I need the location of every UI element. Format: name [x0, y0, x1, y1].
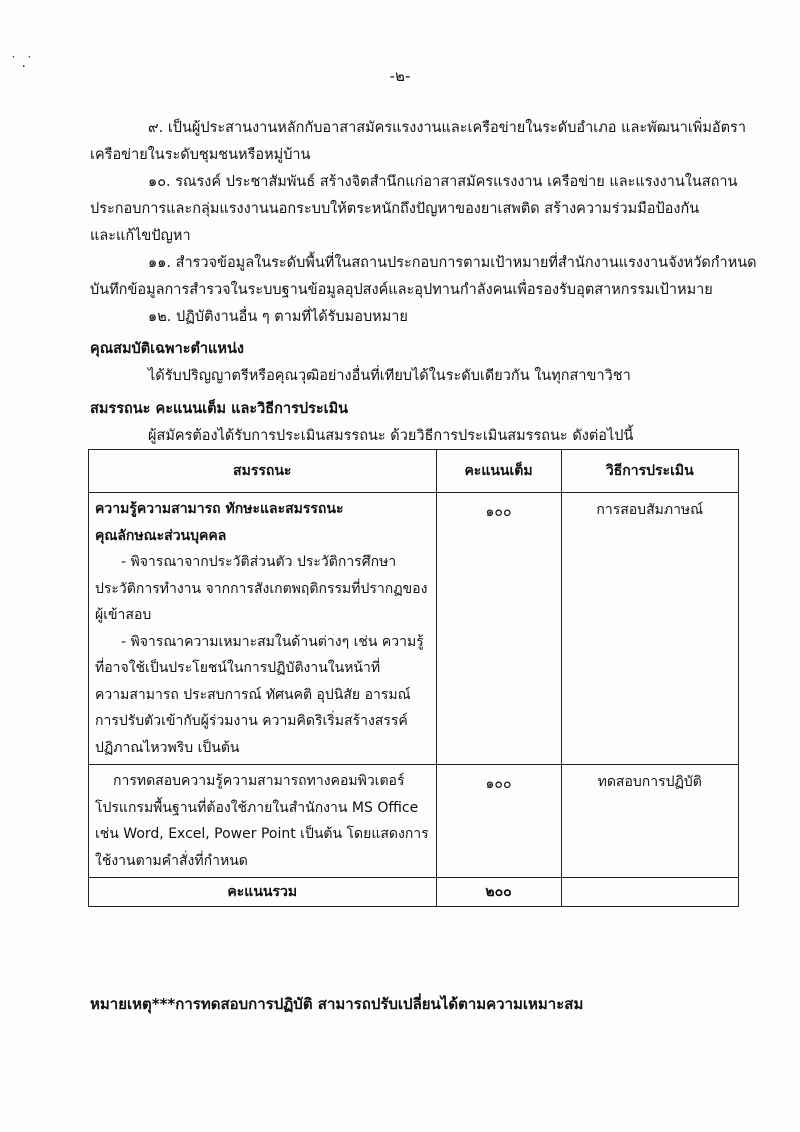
- scan-specks: ˙ .˙: [10, 55, 33, 71]
- row2-description: [89, 765, 437, 878]
- row2-score: ๑๐๐: [436, 765, 561, 878]
- duty-11-line2: บันทึกข้อมูลการสำรวจในระบบฐานข้อมูลอุปสงค์และอุปทานกำลังคนเพื่อรองรับอุตสาหกรรมเป้าหมาย: [90, 282, 713, 298]
- row1-bullet2-line5: ปฏิภาณไหวพริบ เป็นต้น: [95, 739, 240, 756]
- duty-9-line2: เครือข่ายในระดับชุมชนหรือหมู่บ้าน: [90, 147, 311, 163]
- duty-10-line1: ๑๐. รณรงค์ ประชาสัมพันธ์ สร้างจิตสำนึกแก่อาสาสมัครแรงงาน เครือข่าย และแรงงานในสถาน: [148, 174, 738, 190]
- row1-title-line2: คุณลักษณะส่วนบุคคล: [95, 527, 227, 544]
- duty-10-line3: และแก้ไขปัญหา: [90, 228, 191, 244]
- duty-10-line2: ประกอบการและกลุ่มแรงงานนอกระบบให้ตระหนักถึงปัญหาของยาเสพติด สร้างความร่วมมือป้องกัน: [90, 201, 700, 217]
- duty-12-line1: ๑๒. ปฏิบัติงานอื่น ๆ ตามที่ได้รับมอบหมาย: [148, 309, 408, 325]
- table-total-row: [89, 878, 739, 907]
- row1-bullet2-line2: ที่อาจใช้เป็นประโยชน์ในการปฏิบัติงานในหน้าที่: [95, 660, 381, 676]
- row1-method: การสอบสัมภาษณ์: [561, 493, 738, 765]
- qualification-heading: คุณสมบัติเฉพาะตำแหน่ง: [90, 341, 244, 357]
- row2-line4: ใช้งานตามคำสั่งที่กำหนด: [95, 852, 248, 869]
- qualification-text: ได้รับปริญญาตรีหรือคุณวุฒิอย่างอื่นที่เทียบได้ในระดับเดียวกัน ในทุกสาขาวิชา: [148, 368, 631, 384]
- header-competency: สมรรถนะ: [89, 450, 437, 493]
- row1-bullet2-line4: การปรับตัวเข้ากับผู้ร่วมงาน ความคิดริเริ่มสร้างสรรค์: [95, 713, 408, 729]
- row1-bullet2-line1: - พิจารณาความเหมาะสมในด้านต่างๆ เช่น ความรู้: [121, 633, 424, 650]
- row1-title-line1: ความรู้ความสามารถ ทักษะและสมรรถนะ: [95, 501, 344, 517]
- row1-bullet1-line1: - พิจารณาจากประวัติส่วนตัว ประวัติการศึกษา: [121, 554, 397, 570]
- total-label: คะแนนรวม: [89, 878, 437, 907]
- page-number: -๒-: [389, 67, 411, 85]
- row1-description: [89, 493, 437, 765]
- duty-11-line1: ๑๑. สำรวจข้อมูลในระดับพื้นที่ในสถานประกอบการตามเป้าหมายที่สำนักงานแรงงานจังหวัดกำหนด: [148, 255, 757, 271]
- row2-line3: เช่น Word, Excel, Power Point เป็นต้น โดยแสดงการ: [95, 826, 429, 842]
- table-row: [89, 765, 739, 878]
- competency-heading: สมรรถนะ คะแนนเต็ม และวิธีการประเมิน: [90, 401, 349, 417]
- row1-bullet2-line3: ความสามารถ ประสบการณ์ ทัศนคติ อุปนิสัย อารมณ์: [95, 686, 411, 703]
- competency-table: [88, 449, 739, 907]
- row1-bullet1-line2: ประวัติการทำงาน จากการสังเกตพฤติกรรมที่ปรากฏของ: [95, 580, 428, 597]
- duty-9-line1: ๙. เป็นผู้ประสานงานหลักกับอาสาสมัครแรงงานและเครือข่ายในระดับอำเภอ และพัฒนาเพิ่มอัตรา: [148, 120, 746, 136]
- total-method-empty: [561, 878, 738, 907]
- row2-line1: การทดสอบความรู้ความสามารถทางคอมพิวเตอร์: [113, 773, 405, 789]
- table-row: [89, 493, 739, 765]
- total-score: ๒๐๐: [436, 878, 561, 907]
- row2-method: ทดสอบการปฏิบัติ: [561, 765, 738, 878]
- header-full-score: คะแนนเต็ม: [436, 450, 561, 493]
- row1-bullet1-line3: ผู้เข้าสอบ: [95, 607, 152, 623]
- row2-line2: โปรแกรมพื้นฐานที่ต้องใช้ภายในสำนักงาน MS Office: [95, 799, 419, 816]
- footnote: หมายเหตุ***การทดสอบการปฏิบัติ สามารถปรับเปลี่ยนได้ตามความเหมาะสม: [90, 995, 584, 1013]
- competency-intro: ผู้สมัครต้องได้รับการประเมินสมรรถนะ ด้วยวิธีการประเมินสมรรถนะ ดังต่อไปนี้: [148, 428, 634, 444]
- row1-score: ๑๐๐: [436, 493, 561, 765]
- header-method: วิธีการประเมิน: [561, 450, 738, 493]
- table-header-row: [89, 450, 739, 493]
